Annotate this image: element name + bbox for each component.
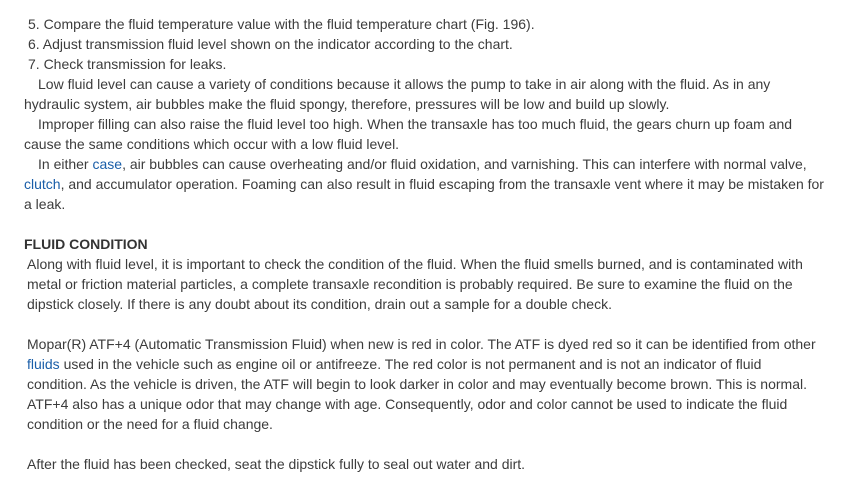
text-segment: In either xyxy=(38,156,93,172)
air-bubbles-paragraph xyxy=(24,154,824,214)
text-segment: , air bubbles can cause overheating and/or fluid oxidation, and varnishing. This can interfere with normal valve, xyxy=(122,156,807,172)
fluid-condition-paragraph: Along with fluid level, it is important to check the condition of the fluid. When the fluid smells burned, and is contaminated with metal or friction material particles, a complete transaxle recondition is probably required. Be sure to examine the fluid on the dipstick closely. If there is any doubt about its condition, drain out a sample for a double check. xyxy=(27,256,803,312)
low-fluid-paragraph: Low fluid level can cause a variety of conditions because it allows the pump to take in air along with the fluid. As in any hydraulic system, air bubbles make the fluid spongy, therefore, pressures will be low and build up slowly. xyxy=(24,76,771,112)
text-segment: , and accumulator operation. Foaming can also result in fluid escaping from the transaxle vent where it may be mistaken for a leak. xyxy=(24,176,824,212)
step-6: 6. Adjust transmission fluid level shown on the indicator according to the chart. xyxy=(28,36,513,52)
fluids-link[interactable]: fluids xyxy=(27,356,60,372)
document-body xyxy=(24,14,824,474)
step-5: 5. Compare the fluid temperature value with the fluid temperature chart (Fig. 196). xyxy=(28,16,535,32)
text-segment: used in the vehicle such as engine oil or antifreeze. The red color is not permanent and is not an indicator of fluid condition. As the vehicle is driven, the ATF will begin to look darker in color and may eventually become brown. This is normal. ATF+4 also has a unique odor that may change with age. Consequently, odor and color cannot be used to indicate the fluid condition or the need for a fluid change. xyxy=(27,356,807,432)
text-segment: Mopar(R) ATF+4 (Automatic Transmission Fluid) when new is red in color. The ATF is dyed red so it can be identified from other xyxy=(27,336,816,352)
clutch-link[interactable]: clutch xyxy=(24,176,61,192)
atf-color-paragraph xyxy=(24,334,824,434)
case-link[interactable]: case xyxy=(92,156,123,172)
fluid-condition-heading: FLUID CONDITION xyxy=(24,236,148,252)
step-7: 7. Check transmission for leaks. xyxy=(28,56,227,72)
improper-filling-paragraph: Improper filling can also raise the fluid level too high. When the transaxle has too much fluid, the gears churn up foam and cause the same conditions which occur with a low fluid level. xyxy=(24,116,793,152)
dipstick-paragraph: After the fluid has been checked, seat the dipstick fully to seal out water and dirt. xyxy=(27,456,526,472)
